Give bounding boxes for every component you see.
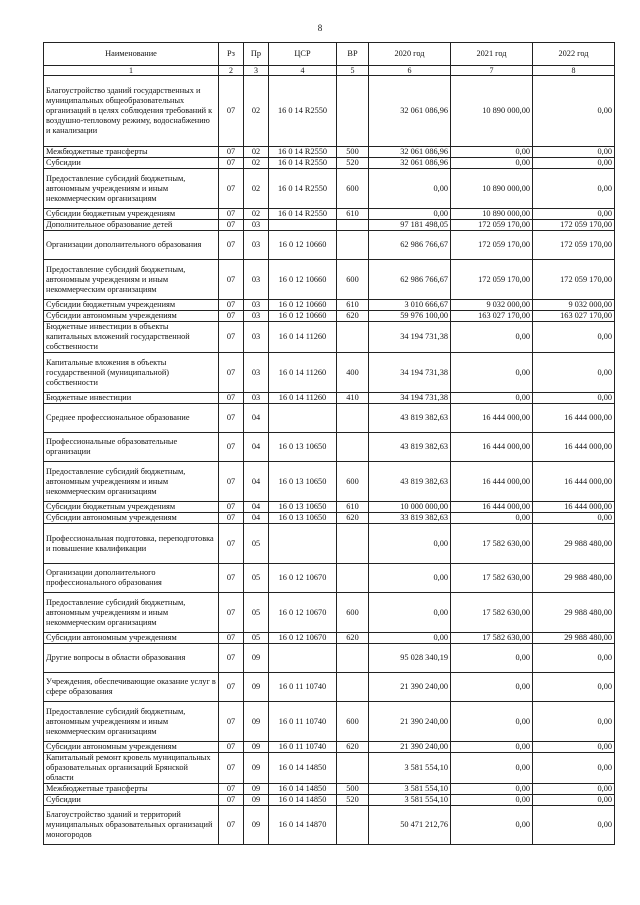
row-pr: 03 <box>244 231 269 260</box>
table-row <box>44 593 615 633</box>
row-amount-2022: 0,00 <box>533 753 615 784</box>
row-amount-2022: 16 444 000,00 <box>533 404 615 433</box>
row-vr: 610 <box>337 209 369 220</box>
row-rz: 07 <box>219 806 244 845</box>
row-csr: 16 0 14 14850 <box>269 795 337 806</box>
row-csr: 16 0 14 14850 <box>269 784 337 795</box>
table-row <box>44 564 615 593</box>
column-number: 7 <box>451 66 533 76</box>
row-vr <box>337 76 369 147</box>
table-row <box>44 209 615 220</box>
row-amount-2022: 0,00 <box>533 702 615 742</box>
row-amount-2020: 59 976 100,00 <box>369 311 451 322</box>
row-rz: 07 <box>219 393 244 404</box>
row-name: Субсидии бюджетным учреждениям <box>44 209 219 220</box>
column-number: 2 <box>219 66 244 76</box>
row-vr: 520 <box>337 795 369 806</box>
row-name: Субсидии бюджетным учреждениям <box>44 502 219 513</box>
row-amount-2020: 62 986 766,67 <box>369 260 451 300</box>
row-csr: 16 0 11 10740 <box>269 702 337 742</box>
row-csr: 16 0 14 R2550 <box>269 209 337 220</box>
row-rz: 07 <box>219 784 244 795</box>
row-vr <box>337 322 369 353</box>
row-amount-2021: 0,00 <box>451 513 533 524</box>
row-rz: 07 <box>219 169 244 209</box>
row-name: Учреждения, обеспечивающие оказание услуг в сфере образования <box>44 673 219 702</box>
row-vr: 620 <box>337 742 369 753</box>
row-rz: 07 <box>219 593 244 633</box>
row-csr: 16 0 14 11260 <box>269 353 337 393</box>
row-name: Предоставление субсидий бюджетным, автономным учреждениям и иным некоммерческим организациям <box>44 462 219 502</box>
row-vr <box>337 644 369 673</box>
row-amount-2021: 0,00 <box>451 147 533 158</box>
row-amount-2022: 0,00 <box>533 353 615 393</box>
row-rz: 07 <box>219 702 244 742</box>
row-pr: 05 <box>244 633 269 644</box>
row-rz: 07 <box>219 462 244 502</box>
row-amount-2020: 3 581 554,10 <box>369 753 451 784</box>
row-rz: 07 <box>219 564 244 593</box>
row-amount-2021: 0,00 <box>451 806 533 845</box>
row-csr: 16 0 13 10650 <box>269 462 337 502</box>
row-amount-2020: 32 061 086,96 <box>369 147 451 158</box>
row-amount-2020: 34 194 731,38 <box>369 322 451 353</box>
row-csr: 16 0 12 10660 <box>269 300 337 311</box>
column-number: 1 <box>44 66 219 76</box>
row-pr: 03 <box>244 353 269 393</box>
row-amount-2020: 34 194 731,38 <box>369 393 451 404</box>
row-vr: 610 <box>337 300 369 311</box>
row-pr: 04 <box>244 433 269 462</box>
row-vr: 600 <box>337 593 369 633</box>
row-pr: 04 <box>244 462 269 502</box>
row-csr: 16 0 14 11260 <box>269 393 337 404</box>
column-number: 5 <box>337 66 369 76</box>
row-csr <box>269 644 337 673</box>
row-pr: 03 <box>244 260 269 300</box>
row-amount-2020: 33 819 382,63 <box>369 513 451 524</box>
row-amount-2020: 32 061 086,96 <box>369 76 451 147</box>
row-name: Субсидии автономным учреждениям <box>44 311 219 322</box>
row-amount-2020: 3 581 554,10 <box>369 795 451 806</box>
row-amount-2021: 17 582 630,00 <box>451 633 533 644</box>
row-amount-2020: 62 986 766,67 <box>369 231 451 260</box>
row-vr: 500 <box>337 147 369 158</box>
row-vr: 620 <box>337 633 369 644</box>
row-pr: 03 <box>244 322 269 353</box>
row-vr <box>337 753 369 784</box>
row-amount-2021: 0,00 <box>451 742 533 753</box>
budget-table <box>43 42 615 845</box>
row-pr: 09 <box>244 742 269 753</box>
row-pr: 04 <box>244 502 269 513</box>
budget-table-body <box>44 76 615 845</box>
row-pr: 09 <box>244 784 269 795</box>
row-amount-2021: 16 444 000,00 <box>451 462 533 502</box>
row-vr: 600 <box>337 169 369 209</box>
row-amount-2021: 0,00 <box>451 784 533 795</box>
row-vr <box>337 231 369 260</box>
row-vr <box>337 220 369 231</box>
column-number: 6 <box>369 66 451 76</box>
row-amount-2020: 32 061 086,96 <box>369 158 451 169</box>
row-vr: 500 <box>337 784 369 795</box>
table-row <box>44 220 615 231</box>
row-name: Предоставление субсидий бюджетным, автономным учреждениям и иным некоммерческим организациям <box>44 169 219 209</box>
row-amount-2022: 0,00 <box>533 784 615 795</box>
table-row <box>44 393 615 404</box>
table-row <box>44 702 615 742</box>
row-vr: 610 <box>337 502 369 513</box>
row-amount-2020: 3 581 554,10 <box>369 784 451 795</box>
row-rz: 07 <box>219 433 244 462</box>
row-amount-2020: 0,00 <box>369 633 451 644</box>
row-pr: 09 <box>244 644 269 673</box>
row-pr: 02 <box>244 76 269 147</box>
table-row <box>44 462 615 502</box>
row-amount-2021: 9 032 000,00 <box>451 300 533 311</box>
row-name: Предоставление субсидий бюджетным, автономным учреждениям и иным некоммерческим организациям <box>44 593 219 633</box>
row-rz: 07 <box>219 260 244 300</box>
row-rz: 07 <box>219 513 244 524</box>
row-pr: 05 <box>244 593 269 633</box>
table-row <box>44 513 615 524</box>
row-amount-2021: 10 890 000,00 <box>451 169 533 209</box>
row-amount-2021: 16 444 000,00 <box>451 404 533 433</box>
row-amount-2022: 0,00 <box>533 322 615 353</box>
row-pr: 02 <box>244 158 269 169</box>
row-vr: 620 <box>337 513 369 524</box>
row-amount-2022: 16 444 000,00 <box>533 462 615 502</box>
row-amount-2022: 0,00 <box>533 795 615 806</box>
row-pr: 02 <box>244 147 269 158</box>
row-amount-2020: 0,00 <box>369 524 451 564</box>
row-vr: 600 <box>337 260 369 300</box>
row-csr: 16 0 14 R2550 <box>269 147 337 158</box>
row-name: Предоставление субсидий бюджетным, автономным учреждениям и иным некоммерческим организациям <box>44 260 219 300</box>
row-amount-2022: 16 444 000,00 <box>533 502 615 513</box>
table-row <box>44 673 615 702</box>
table-row <box>44 784 615 795</box>
row-amount-2022: 9 032 000,00 <box>533 300 615 311</box>
row-name: Межбюджетные трансферты <box>44 784 219 795</box>
row-csr: 16 0 14 R2550 <box>269 76 337 147</box>
row-csr: 16 0 12 10670 <box>269 564 337 593</box>
row-name: Благоустройство зданий и территорий муниципальных образовательных организаций моногородов <box>44 806 219 845</box>
row-rz: 07 <box>219 795 244 806</box>
table-row <box>44 644 615 673</box>
row-amount-2022: 0,00 <box>533 742 615 753</box>
row-amount-2021: 17 582 630,00 <box>451 593 533 633</box>
row-csr <box>269 220 337 231</box>
row-name: Благоустройство зданий государственных и муниципальных общеобразовательных организаций в целях соблюдения требований к воздушно-тепловому режиму, водоснабжению и канализации <box>44 76 219 147</box>
row-amount-2020: 97 181 498,05 <box>369 220 451 231</box>
column-number: 4 <box>269 66 337 76</box>
row-vr: 600 <box>337 462 369 502</box>
row-pr: 09 <box>244 795 269 806</box>
row-vr <box>337 404 369 433</box>
row-name: Организации дополнительного профессионального образования <box>44 564 219 593</box>
row-name: Другие вопросы в области образования <box>44 644 219 673</box>
row-vr <box>337 564 369 593</box>
row-rz: 07 <box>219 502 244 513</box>
row-amount-2022: 29 988 480,00 <box>533 593 615 633</box>
row-vr: 400 <box>337 353 369 393</box>
row-rz: 07 <box>219 753 244 784</box>
row-csr: 16 0 11 10740 <box>269 742 337 753</box>
table-row <box>44 158 615 169</box>
row-name: Субсидии <box>44 795 219 806</box>
row-name: Бюджетные инвестиции <box>44 393 219 404</box>
row-pr: 03 <box>244 220 269 231</box>
row-amount-2022: 0,00 <box>533 158 615 169</box>
row-amount-2022: 0,00 <box>533 673 615 702</box>
row-rz: 07 <box>219 633 244 644</box>
table-row <box>44 260 615 300</box>
header-row <box>44 43 615 66</box>
row-csr: 16 0 12 10660 <box>269 231 337 260</box>
row-amount-2020: 0,00 <box>369 593 451 633</box>
row-name: Субсидии автономным учреждениям <box>44 742 219 753</box>
table-row <box>44 795 615 806</box>
row-csr: 16 0 12 10670 <box>269 593 337 633</box>
col-header-2022: 2022 год <box>533 43 615 66</box>
table-row <box>44 742 615 753</box>
row-rz: 07 <box>219 209 244 220</box>
row-csr: 16 0 14 11260 <box>269 322 337 353</box>
row-amount-2022: 172 059 170,00 <box>533 260 615 300</box>
row-pr: 09 <box>244 806 269 845</box>
row-csr: 16 0 14 14870 <box>269 806 337 845</box>
row-name: Предоставление субсидий бюджетным, автономным учреждениям и иным некоммерческим организациям <box>44 702 219 742</box>
row-csr: 16 0 13 10650 <box>269 433 337 462</box>
row-amount-2021: 163 027 170,00 <box>451 311 533 322</box>
row-vr: 520 <box>337 158 369 169</box>
row-name: Профессиональные образовательные организации <box>44 433 219 462</box>
row-pr: 04 <box>244 404 269 433</box>
row-vr: 600 <box>337 702 369 742</box>
row-amount-2020: 0,00 <box>369 564 451 593</box>
table-row <box>44 76 615 147</box>
row-csr: 16 0 13 10650 <box>269 513 337 524</box>
row-amount-2021: 10 890 000,00 <box>451 76 533 147</box>
col-header-name: Наименование <box>44 43 219 66</box>
row-amount-2022: 29 988 480,00 <box>533 524 615 564</box>
column-number-row <box>44 66 615 76</box>
row-amount-2021: 0,00 <box>451 158 533 169</box>
row-amount-2020: 21 390 240,00 <box>369 702 451 742</box>
row-amount-2022: 163 027 170,00 <box>533 311 615 322</box>
row-name: Профессиональная подготовка, переподготовка и повышение квалификации <box>44 524 219 564</box>
row-amount-2022: 0,00 <box>533 806 615 845</box>
row-amount-2021: 172 059 170,00 <box>451 260 533 300</box>
row-amount-2021: 0,00 <box>451 644 533 673</box>
row-rz: 07 <box>219 742 244 753</box>
row-name: Среднее профессиональное образование <box>44 404 219 433</box>
table-row <box>44 524 615 564</box>
row-amount-2020: 0,00 <box>369 169 451 209</box>
row-csr <box>269 524 337 564</box>
col-header-rz: Рз <box>219 43 244 66</box>
table-row <box>44 322 615 353</box>
row-vr <box>337 806 369 845</box>
row-amount-2022: 0,00 <box>533 513 615 524</box>
row-name: Субсидии автономным учреждениям <box>44 633 219 644</box>
row-amount-2021: 172 059 170,00 <box>451 220 533 231</box>
row-csr: 16 0 14 R2550 <box>269 158 337 169</box>
row-amount-2021: 0,00 <box>451 322 533 353</box>
col-header-csr: ЦСР <box>269 43 337 66</box>
row-amount-2022: 29 988 480,00 <box>533 633 615 644</box>
row-amount-2022: 0,00 <box>533 147 615 158</box>
row-rz: 07 <box>219 644 244 673</box>
row-rz: 07 <box>219 524 244 564</box>
table-row <box>44 147 615 158</box>
row-name: Субсидии <box>44 158 219 169</box>
table-row <box>44 633 615 644</box>
row-amount-2022: 0,00 <box>533 209 615 220</box>
row-name: Капитальный ремонт кровель муниципальных образовательных организаций Брянской области <box>44 753 219 784</box>
table-row <box>44 806 615 845</box>
row-csr: 16 0 12 10670 <box>269 633 337 644</box>
row-amount-2022: 0,00 <box>533 393 615 404</box>
row-rz: 07 <box>219 147 244 158</box>
row-amount-2021: 17 582 630,00 <box>451 524 533 564</box>
row-amount-2021: 0,00 <box>451 795 533 806</box>
row-pr: 02 <box>244 209 269 220</box>
row-amount-2020: 34 194 731,38 <box>369 353 451 393</box>
row-amount-2021: 0,00 <box>451 353 533 393</box>
row-csr: 16 0 11 10740 <box>269 673 337 702</box>
row-amount-2020: 0,00 <box>369 209 451 220</box>
column-number: 3 <box>244 66 269 76</box>
row-name: Капитальные вложения в объекты государственной (муниципальной) собственности <box>44 353 219 393</box>
row-csr: 16 0 13 10650 <box>269 502 337 513</box>
row-rz: 07 <box>219 353 244 393</box>
row-vr <box>337 524 369 564</box>
column-number: 8 <box>533 66 615 76</box>
row-amount-2020: 43 819 382,63 <box>369 433 451 462</box>
row-amount-2021: 16 444 000,00 <box>451 502 533 513</box>
row-vr: 410 <box>337 393 369 404</box>
table-row <box>44 353 615 393</box>
row-csr: 16 0 12 10660 <box>269 260 337 300</box>
row-amount-2020: 50 471 212,76 <box>369 806 451 845</box>
table-row <box>44 300 615 311</box>
row-amount-2022: 172 059 170,00 <box>533 220 615 231</box>
row-amount-2022: 0,00 <box>533 169 615 209</box>
row-amount-2021: 0,00 <box>451 673 533 702</box>
row-name: Организации дополнительного образования <box>44 231 219 260</box>
row-rz: 07 <box>219 76 244 147</box>
row-rz: 07 <box>219 220 244 231</box>
row-pr: 05 <box>244 564 269 593</box>
row-amount-2020: 3 010 666,67 <box>369 300 451 311</box>
table-row <box>44 433 615 462</box>
row-amount-2020: 21 390 240,00 <box>369 742 451 753</box>
col-header-2021: 2021 год <box>451 43 533 66</box>
row-rz: 07 <box>219 231 244 260</box>
row-pr: 04 <box>244 513 269 524</box>
row-vr <box>337 433 369 462</box>
row-amount-2021: 10 890 000,00 <box>451 209 533 220</box>
table-row <box>44 231 615 260</box>
row-csr: 16 0 14 R2550 <box>269 169 337 209</box>
row-amount-2021: 0,00 <box>451 393 533 404</box>
col-header-vr: ВР <box>337 43 369 66</box>
row-amount-2021: 0,00 <box>451 702 533 742</box>
table-row <box>44 311 615 322</box>
row-amount-2020: 43 819 382,63 <box>369 462 451 502</box>
row-amount-2021: 17 582 630,00 <box>451 564 533 593</box>
row-rz: 07 <box>219 673 244 702</box>
row-pr: 02 <box>244 169 269 209</box>
col-header-pr: Пр <box>244 43 269 66</box>
row-amount-2022: 172 059 170,00 <box>533 231 615 260</box>
row-rz: 07 <box>219 158 244 169</box>
row-name: Субсидии бюджетным учреждениям <box>44 300 219 311</box>
col-header-2020: 2020 год <box>369 43 451 66</box>
row-amount-2022: 0,00 <box>533 644 615 673</box>
row-rz: 07 <box>219 300 244 311</box>
page-number: 8 <box>317 23 323 33</box>
row-amount-2022: 0,00 <box>533 76 615 147</box>
row-pr: 09 <box>244 753 269 784</box>
row-amount-2022: 29 988 480,00 <box>533 564 615 593</box>
row-pr: 03 <box>244 393 269 404</box>
row-csr <box>269 404 337 433</box>
row-amount-2020: 10 000 000,00 <box>369 502 451 513</box>
row-name: Субсидии автономным учреждениям <box>44 513 219 524</box>
row-pr: 09 <box>244 702 269 742</box>
row-pr: 09 <box>244 673 269 702</box>
row-vr: 620 <box>337 311 369 322</box>
row-rz: 07 <box>219 322 244 353</box>
row-vr <box>337 673 369 702</box>
row-amount-2021: 0,00 <box>451 753 533 784</box>
row-amount-2020: 95 028 340,19 <box>369 644 451 673</box>
row-rz: 07 <box>219 404 244 433</box>
row-rz: 07 <box>219 311 244 322</box>
row-pr: 05 <box>244 524 269 564</box>
row-amount-2021: 16 444 000,00 <box>451 433 533 462</box>
row-name: Дополнительное образование детей <box>44 220 219 231</box>
row-csr: 16 0 12 10660 <box>269 311 337 322</box>
row-pr: 03 <box>244 300 269 311</box>
row-amount-2021: 172 059 170,00 <box>451 231 533 260</box>
row-name: Межбюджетные трансферты <box>44 147 219 158</box>
table-row <box>44 753 615 784</box>
table-row <box>44 169 615 209</box>
row-amount-2022: 16 444 000,00 <box>533 433 615 462</box>
table-row <box>44 502 615 513</box>
row-amount-2020: 43 819 382,63 <box>369 404 451 433</box>
table-row <box>44 404 615 433</box>
row-csr: 16 0 14 14850 <box>269 753 337 784</box>
row-pr: 03 <box>244 311 269 322</box>
row-amount-2020: 21 390 240,00 <box>369 673 451 702</box>
row-name: Бюджетные инвестиции в объекты капитальных вложений государственной собственности <box>44 322 219 353</box>
